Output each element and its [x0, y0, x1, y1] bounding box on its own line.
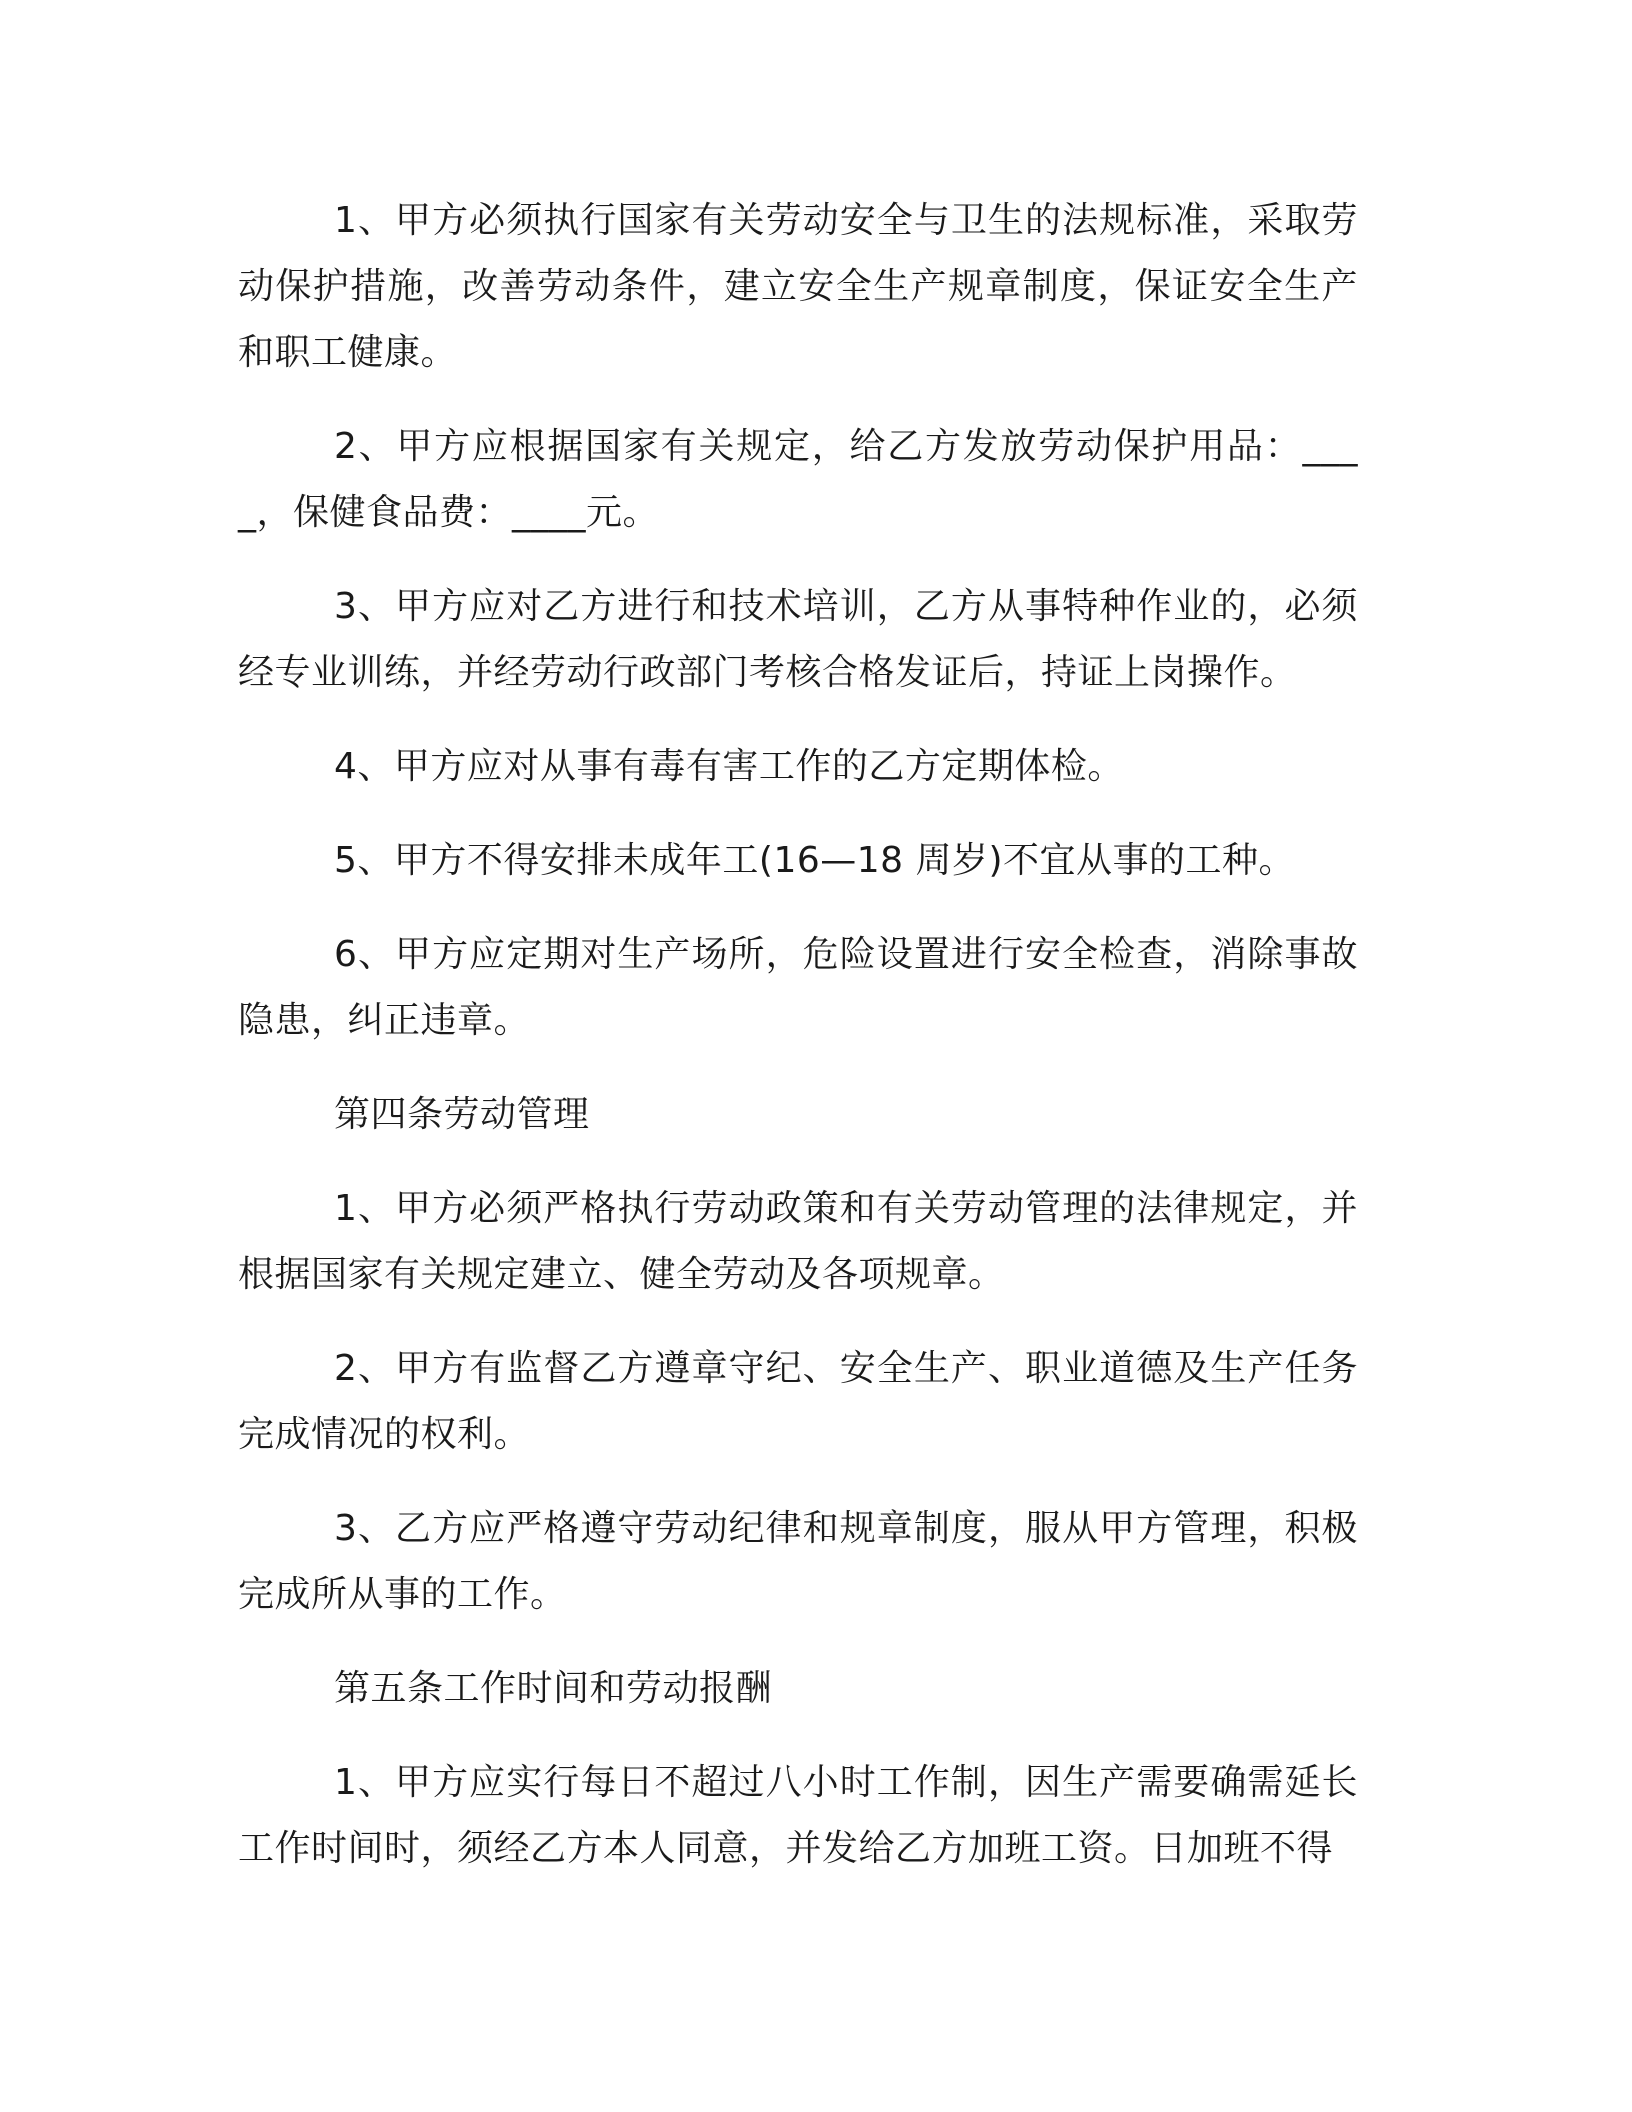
clause-3-item-1: 1、甲方必须执行国家有关劳动安全与卫生的法规标准，采取劳动保护措施，改善劳动条件，建立安全生产规章制度，保证安全生产和职工健康。 — [238, 200, 1358, 373]
clause-3-item-2: 2、甲方应根据国家有关规定，给乙方发放劳动保护用品：____，保健食品费：____元。 — [238, 426, 1358, 533]
clause-4-item-3: 3、乙方应严格遵守劳动纪律和规章制度，服从甲方管理，积极完成所从事的工作。 — [238, 1508, 1358, 1615]
clause-3-item-3: 3、甲方应对乙方进行和技术培训，乙方从事特种作业的，必须经专业训练，并经劳动行政部门考核合格发证后，持证上岗操作。 — [238, 586, 1358, 693]
clause-4-item-2: 2、甲方有监督乙方遵章守纪、安全生产、职业道德及生产任务完成情况的权利。 — [238, 1348, 1358, 1455]
clause-5-item-1: 1、甲方应实行每日不超过八小时工作制，因生产需要确需延长工作时间时，须经乙方本人同意，并发给乙方加班工资。日加班不得 — [238, 1762, 1358, 1869]
section-heading-article-4: 第四条劳动管理 — [334, 1094, 590, 1135]
clause-3-item-5: 5、甲方不得安排未成年工(16—18 周岁)不宜从事的工种。 — [334, 840, 1296, 881]
document-page — [238, 188, 1358, 1910]
clause-3-item-6: 6、甲方应定期对生产场所，危险设置进行安全检查，消除事故隐患，纠正违章。 — [238, 934, 1358, 1041]
clause-3-item-4: 4、甲方应对从事有毒有害工作的乙方定期体检。 — [334, 746, 1124, 787]
section-heading-article-5: 第五条工作时间和劳动报酬 — [334, 1668, 773, 1709]
clause-4-item-1: 1、甲方必须严格执行劳动政策和有关劳动管理的法律规定，并根据国家有关规定建立、健全劳动及各项规章。 — [238, 1188, 1358, 1295]
